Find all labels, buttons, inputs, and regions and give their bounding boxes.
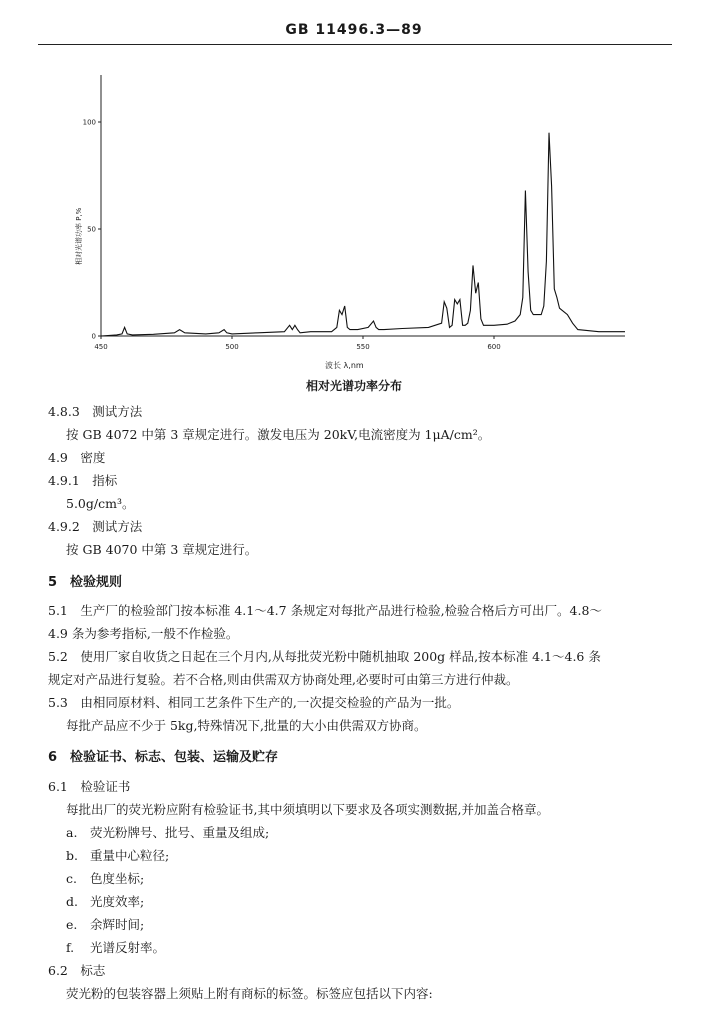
list-item-value: 色度坐标; [90, 871, 145, 886]
section-6-title: 6 检验证书、标志、包装、运输及贮存 [48, 750, 279, 765]
clause-5-2-line1: 5.2 使用厂家自收货之日起在三个月内,从每批荧光粉中随机抽取 200g 样品,按本标准 4.1～4.6 条 [48, 649, 601, 664]
list-item [66, 938, 165, 956]
list-item-key: a. [66, 825, 78, 840]
x-tick-label: 600 [487, 343, 501, 351]
y-tick-label: 50 [87, 225, 96, 234]
header-rule [38, 44, 672, 45]
clause-5-3-line1: 5.3 由相同原材料、相同工艺条件下生产的,一次提交检验的产品为一批。 [48, 695, 460, 710]
list-item-value: 荧光粉牌号、批号、重量及组成; [90, 825, 270, 840]
x-axis-label: 波长 λ,nm [325, 361, 364, 370]
list-item-key: b. [66, 848, 78, 863]
clause-6-2-text: 荧光粉的包装容器上须贴上附有商标的标签。标签应包括以下内容: [66, 986, 433, 1001]
clause-5-1-line1: 5.1 生产厂的检验部门按本标准 4.1～4.7 条规定对每批产品进行检验,检验合格后方可出厂。4.8～ [48, 603, 602, 618]
list-item-value: 光谱反射率。 [90, 940, 166, 955]
clause-6-1-text: 每批出厂的荧光粉应附有检验证书,其中须填明以下要求及各项实测数据,并加盖合格章。 [66, 802, 549, 817]
section-5-title: 5 检验规则 [48, 575, 123, 590]
x-tick-label: 450 [94, 343, 108, 351]
spectrum-line [101, 133, 625, 336]
clause-6-2-heading: 6.2 标志 [48, 963, 106, 978]
list-item [66, 846, 169, 864]
clause-4-8-3-text: 按 GB 4072 中第 3 章规定进行。激发电压为 20kV,电流密度为 1μA/cm²。 [66, 427, 491, 442]
list-item-key: f. [66, 940, 75, 955]
chart-caption: 相对光谱功率分布 [305, 379, 402, 393]
x-tick-label: 550 [356, 343, 370, 351]
spectral-chart [75, 70, 635, 370]
clause-4-9-heading: 4.9 密度 [48, 450, 106, 465]
x-tick-label: 500 [225, 343, 239, 351]
list-item-value: 光度效率; [90, 894, 145, 909]
y-tick-label: 100 [82, 118, 96, 127]
list-item-key: c. [66, 871, 77, 886]
clause-5-1-line2: 4.9 条为参考指标,一般不作检验。 [48, 626, 239, 641]
clause-4-8-3-heading: 4.8.3 测试方法 [48, 404, 143, 419]
standard-number-header: GB 11496.3—89 [285, 22, 423, 38]
list-item-key: e. [66, 917, 78, 932]
list-item [66, 823, 269, 841]
list-item-value: 余辉时间; [90, 917, 145, 932]
list-item-value: 重量中心粒径; [90, 848, 170, 863]
clause-5-2-line2: 规定对产品进行复验。若不合格,则由供需双方协商处理,必要时可由第三方进行仲裁。 [48, 672, 519, 687]
clause-5-3-line2: 每批产品应不少于 5kg,特殊情况下,批量的大小由供需双方协商。 [66, 718, 427, 733]
clause-6-1-heading: 6.1 检验证书 [48, 779, 131, 794]
clause-4-9-1-heading: 4.9.1 指标 [48, 473, 118, 488]
list-item-key: d. [66, 894, 78, 909]
y-axis-label: 相对光谱功率 P,% [75, 207, 83, 265]
clause-4-9-2-heading: 4.9.2 测试方法 [48, 519, 143, 534]
list-item [66, 869, 144, 887]
list-item [66, 915, 144, 933]
clause-4-9-1-text: 5.0g/cm³。 [66, 496, 135, 511]
list-item [66, 892, 144, 910]
y-tick-label: 0 [91, 332, 96, 341]
clause-4-9-2-text: 按 GB 4070 中第 3 章规定进行。 [66, 542, 258, 557]
spectral-chart-svg [75, 70, 635, 370]
